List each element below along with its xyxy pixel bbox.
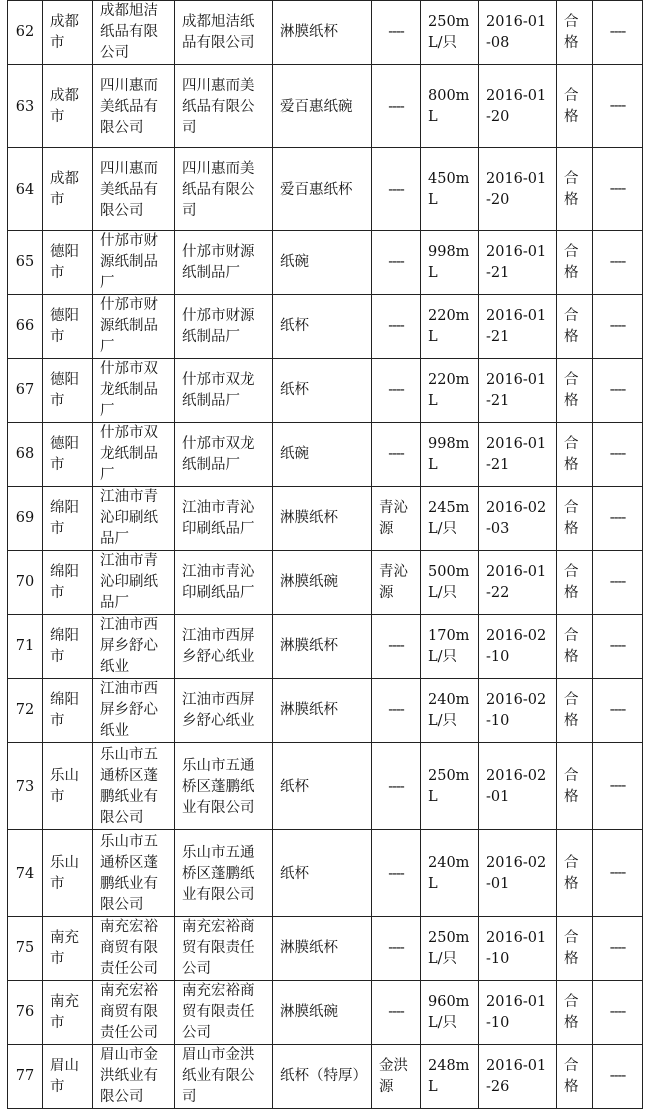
date-cell: 2016-01-21 <box>479 295 557 359</box>
producer-cell: 什邡市财源纸制品厂 <box>93 295 175 359</box>
product-cell: 纸杯（特厚） <box>273 1045 372 1109</box>
producer-cell: 南充宏裕商贸有限责任公司 <box>93 917 175 981</box>
spec-cell: 240mL <box>421 830 479 917</box>
brand-cell: ---- <box>372 981 421 1045</box>
result-cell: 合格 <box>557 148 593 231</box>
table-row <box>8 830 643 917</box>
result-cell: 合格 <box>557 423 593 487</box>
row-number: 64 <box>8 148 43 231</box>
date-cell: 2016-01-10 <box>479 917 557 981</box>
row-number: 68 <box>8 423 43 487</box>
city-cell: 乐山市 <box>43 743 93 830</box>
result-cell: 合格 <box>557 487 593 551</box>
seller-cell: 四川惠而美纸品有限公司 <box>175 148 273 231</box>
brand-cell: ---- <box>372 615 421 679</box>
date-cell: 2016-01-22 <box>479 551 557 615</box>
seller-cell: 江油市青沁印刷纸品厂 <box>175 551 273 615</box>
producer-cell: 乐山市五通桥区蓬鹏纸业有限公司 <box>93 830 175 917</box>
city-cell: 成都市 <box>43 148 93 231</box>
brand-cell: 青沁源 <box>372 551 421 615</box>
result-cell: 合格 <box>557 679 593 743</box>
producer-cell: 眉山市金洪纸业有限公司 <box>93 1045 175 1109</box>
row-number: 66 <box>8 295 43 359</box>
date-cell: 2016-02-10 <box>479 679 557 743</box>
product-cell: 纸杯 <box>273 830 372 917</box>
date-cell: 2016-01-26 <box>479 1045 557 1109</box>
seller-cell: 什邡市财源纸制品厂 <box>175 231 273 295</box>
spec-cell: 998mL <box>421 423 479 487</box>
spec-cell: 250mL <box>421 743 479 830</box>
result-cell: 合格 <box>557 359 593 423</box>
producer-cell: 南充宏裕商贸有限责任公司 <box>93 981 175 1045</box>
city-cell: 德阳市 <box>43 231 93 295</box>
table-row <box>8 1 643 65</box>
brand-cell: ---- <box>372 231 421 295</box>
result-cell: 合格 <box>557 615 593 679</box>
spec-cell: 998mL <box>421 231 479 295</box>
date-cell: 2016-01-20 <box>479 65 557 148</box>
note-cell: ---- <box>593 551 643 615</box>
producer-cell: 四川惠而美纸品有限公司 <box>93 65 175 148</box>
spec-cell: 220mL <box>421 295 479 359</box>
date-cell: 2016-01-21 <box>479 231 557 295</box>
product-cell: 淋膜纸杯 <box>273 679 372 743</box>
row-number: 75 <box>8 917 43 981</box>
spec-cell: 450mL <box>421 148 479 231</box>
producer-cell: 成都旭洁纸品有限公司 <box>93 1 175 65</box>
row-number: 77 <box>8 1045 43 1109</box>
note-cell: ---- <box>593 830 643 917</box>
table-row <box>8 295 643 359</box>
spec-cell: 250mL/只 <box>421 917 479 981</box>
seller-cell: 什邡市财源纸制品厂 <box>175 295 273 359</box>
date-cell: 2016-01-10 <box>479 981 557 1045</box>
seller-cell: 眉山市金洪纸业有限公司 <box>175 1045 273 1109</box>
seller-cell: 乐山市五通桥区蓬鹏纸业有限公司 <box>175 830 273 917</box>
note-cell: ---- <box>593 423 643 487</box>
seller-cell: 南充宏裕商贸有限责任公司 <box>175 917 273 981</box>
result-cell: 合格 <box>557 551 593 615</box>
date-cell: 2016-01-20 <box>479 148 557 231</box>
city-cell: 乐山市 <box>43 830 93 917</box>
producer-cell: 什邡市双龙纸制品厂 <box>93 359 175 423</box>
row-number: 72 <box>8 679 43 743</box>
product-cell: 纸碗 <box>273 423 372 487</box>
result-cell: 合格 <box>557 743 593 830</box>
product-cell: 淋膜纸杯 <box>273 487 372 551</box>
city-cell: 德阳市 <box>43 423 93 487</box>
seller-cell: 江油市青沁印刷纸品厂 <box>175 487 273 551</box>
seller-cell: 什邡市双龙纸制品厂 <box>175 359 273 423</box>
row-number: 62 <box>8 1 43 65</box>
table-row <box>8 981 643 1045</box>
city-cell: 绵阳市 <box>43 487 93 551</box>
table-row <box>8 1045 643 1109</box>
city-cell: 成都市 <box>43 65 93 148</box>
row-number: 65 <box>8 231 43 295</box>
spec-cell: 170mL/只 <box>421 615 479 679</box>
note-cell: ---- <box>593 981 643 1045</box>
table-row <box>8 615 643 679</box>
row-number: 74 <box>8 830 43 917</box>
city-cell: 眉山市 <box>43 1045 93 1109</box>
note-cell: ---- <box>593 148 643 231</box>
note-cell: ---- <box>593 359 643 423</box>
producer-cell: 四川惠而美纸品有限公司 <box>93 148 175 231</box>
inspection-results-table <box>7 0 643 1109</box>
product-cell: 淋膜纸碗 <box>273 551 372 615</box>
product-cell: 淋膜纸杯 <box>273 1 372 65</box>
row-number: 70 <box>8 551 43 615</box>
table-row <box>8 423 643 487</box>
table-row <box>8 487 643 551</box>
note-cell: ---- <box>593 1 643 65</box>
seller-cell: 乐山市五通桥区蓬鹏纸业有限公司 <box>175 743 273 830</box>
date-cell: 2016-02-03 <box>479 487 557 551</box>
city-cell: 成都市 <box>43 1 93 65</box>
result-cell: 合格 <box>557 830 593 917</box>
date-cell: 2016-02-10 <box>479 615 557 679</box>
brand-cell: ---- <box>372 743 421 830</box>
result-cell: 合格 <box>557 1045 593 1109</box>
seller-cell: 江油市西屏乡舒心纸业 <box>175 679 273 743</box>
result-cell: 合格 <box>557 65 593 148</box>
seller-cell: 成都旭洁纸品有限公司 <box>175 1 273 65</box>
seller-cell: 南充宏裕商贸有限责任公司 <box>175 981 273 1045</box>
result-cell: 合格 <box>557 295 593 359</box>
city-cell: 南充市 <box>43 917 93 981</box>
row-number: 63 <box>8 65 43 148</box>
city-cell: 德阳市 <box>43 295 93 359</box>
city-cell: 德阳市 <box>43 359 93 423</box>
spec-cell: 248mL <box>421 1045 479 1109</box>
row-number: 73 <box>8 743 43 830</box>
spec-cell: 960mL/只 <box>421 981 479 1045</box>
result-cell: 合格 <box>557 981 593 1045</box>
product-cell: 爱百惠纸碗 <box>273 65 372 148</box>
note-cell: ---- <box>593 679 643 743</box>
note-cell: ---- <box>593 65 643 148</box>
row-number: 71 <box>8 615 43 679</box>
brand-cell: ---- <box>372 148 421 231</box>
note-cell: ---- <box>593 487 643 551</box>
product-cell: 纸杯 <box>273 295 372 359</box>
city-cell: 绵阳市 <box>43 679 93 743</box>
note-cell: ---- <box>593 295 643 359</box>
note-cell: ---- <box>593 917 643 981</box>
brand-cell: 金洪源 <box>372 1045 421 1109</box>
brand-cell: ---- <box>372 917 421 981</box>
spec-cell: 245mL/只 <box>421 487 479 551</box>
seller-cell: 什邡市双龙纸制品厂 <box>175 423 273 487</box>
brand-cell: ---- <box>372 830 421 917</box>
date-cell: 2016-01-08 <box>479 1 557 65</box>
row-number: 69 <box>8 487 43 551</box>
product-cell: 淋膜纸碗 <box>273 981 372 1045</box>
date-cell: 2016-02-01 <box>479 830 557 917</box>
table-row <box>8 917 643 981</box>
producer-cell: 江油市西屏乡舒心纸业 <box>93 679 175 743</box>
seller-cell: 江油市西屏乡舒心纸业 <box>175 615 273 679</box>
row-number: 67 <box>8 359 43 423</box>
city-cell: 绵阳市 <box>43 551 93 615</box>
date-cell: 2016-02-01 <box>479 743 557 830</box>
table-row <box>8 65 643 148</box>
result-cell: 合格 <box>557 231 593 295</box>
brand-cell: ---- <box>372 1 421 65</box>
note-cell: ---- <box>593 231 643 295</box>
producer-cell: 江油市青沁印刷纸品厂 <box>93 551 175 615</box>
spec-cell: 240mL/只 <box>421 679 479 743</box>
product-cell: 淋膜纸杯 <box>273 917 372 981</box>
product-cell: 淋膜纸杯 <box>273 615 372 679</box>
producer-cell: 江油市青沁印刷纸品厂 <box>93 487 175 551</box>
table-row <box>8 231 643 295</box>
spec-cell: 500mL/只 <box>421 551 479 615</box>
brand-cell: ---- <box>372 65 421 148</box>
result-cell: 合格 <box>557 917 593 981</box>
brand-cell: 青沁源 <box>372 487 421 551</box>
city-cell: 绵阳市 <box>43 615 93 679</box>
spec-cell: 800mL <box>421 65 479 148</box>
row-number: 76 <box>8 981 43 1045</box>
brand-cell: ---- <box>372 359 421 423</box>
product-cell: 纸碗 <box>273 231 372 295</box>
table-row <box>8 743 643 830</box>
date-cell: 2016-01-21 <box>479 359 557 423</box>
note-cell: ---- <box>593 1045 643 1109</box>
spec-cell: 250mL/只 <box>421 1 479 65</box>
city-cell: 南充市 <box>43 981 93 1045</box>
spec-cell: 220mL <box>421 359 479 423</box>
brand-cell: ---- <box>372 679 421 743</box>
table-row <box>8 359 643 423</box>
result-cell: 合格 <box>557 1 593 65</box>
producer-cell: 乐山市五通桥区蓬鹏纸业有限公司 <box>93 743 175 830</box>
table-row <box>8 679 643 743</box>
producer-cell: 什邡市财源纸制品厂 <box>93 231 175 295</box>
note-cell: ---- <box>593 743 643 830</box>
table-row <box>8 551 643 615</box>
product-cell: 爱百惠纸杯 <box>273 148 372 231</box>
note-cell: ---- <box>593 615 643 679</box>
brand-cell: ---- <box>372 423 421 487</box>
seller-cell: 四川惠而美纸品有限公司 <box>175 65 273 148</box>
producer-cell: 什邡市双龙纸制品厂 <box>93 423 175 487</box>
brand-cell: ---- <box>372 295 421 359</box>
table-row <box>8 148 643 231</box>
product-cell: 纸杯 <box>273 359 372 423</box>
producer-cell: 江油市西屏乡舒心纸业 <box>93 615 175 679</box>
date-cell: 2016-01-21 <box>479 423 557 487</box>
product-cell: 纸杯 <box>273 743 372 830</box>
